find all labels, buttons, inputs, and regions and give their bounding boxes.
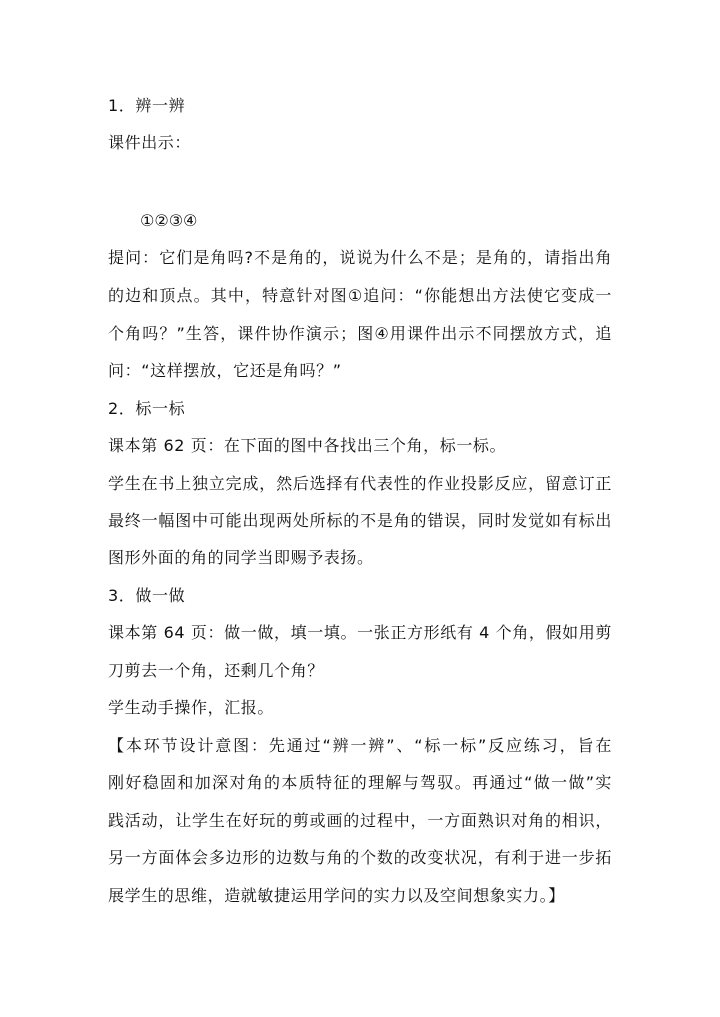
- text-line: 课件出示：: [108, 133, 192, 152]
- text-line: 最终一幅图中可能出现两处所标的不是角的错误，同时发觉如有标出: [108, 511, 612, 530]
- design-note-line: 【本环节设计意图：先通过“辨一辨”、“标一标”反应练习，旨在: [108, 736, 612, 755]
- text-line: 问：“这样摆放，它还是角吗？”: [108, 361, 342, 380]
- text-line: 个角吗？”生答，课件协作演示；图④用课件出示不同摆放方式，追: [108, 324, 612, 343]
- text-line: 提问：它们是角吗?不是角的，说说为什么不是；是角的，请指出角: [108, 248, 612, 267]
- design-note-line: 另一方面体会多边形的边数与角的个数的改变状况，有利于进一步拓: [108, 848, 612, 867]
- text-line: 的边和顶点。其中，特意针对图①追问：“你能想出方法使它变成一: [108, 286, 612, 305]
- text-line: 学生在书上独立完成，然后选择有代表性的作业投影反应，留意订正: [108, 474, 612, 493]
- text-line: 学生动手操作，汇报。: [108, 698, 275, 717]
- figure-labels: ①②③④: [140, 211, 198, 230]
- text-line: 课本第 64 页：做一做，填一填。一张正方形纸有 4 个角，假如用剪: [108, 623, 612, 642]
- text-line: 图形外面的角的同学当即赐予表扬。: [108, 548, 374, 567]
- section-heading-1: 1．辨一辨: [108, 96, 186, 115]
- text-line: 课本第 62 页：在下面的图中各找出三个角，标一标。: [108, 436, 507, 455]
- design-note-line: 展学生的思维，造就敏捷运用学问的实力以及空间想象实力。】: [108, 886, 565, 905]
- text-line: 刀剪去一个角，还剩几个角？: [108, 661, 324, 680]
- section-heading-3: 3．做一做: [108, 586, 186, 605]
- design-note-line: 刚好稳固和加深对角的本质特征的理解与驾驭。再通过“做一做”实: [108, 773, 612, 792]
- design-note-line: 践活动，让学生在好玩的剪或画的过程中，一方面熟识对角的相识，: [108, 811, 612, 830]
- section-heading-2: 2．标一标: [108, 399, 186, 418]
